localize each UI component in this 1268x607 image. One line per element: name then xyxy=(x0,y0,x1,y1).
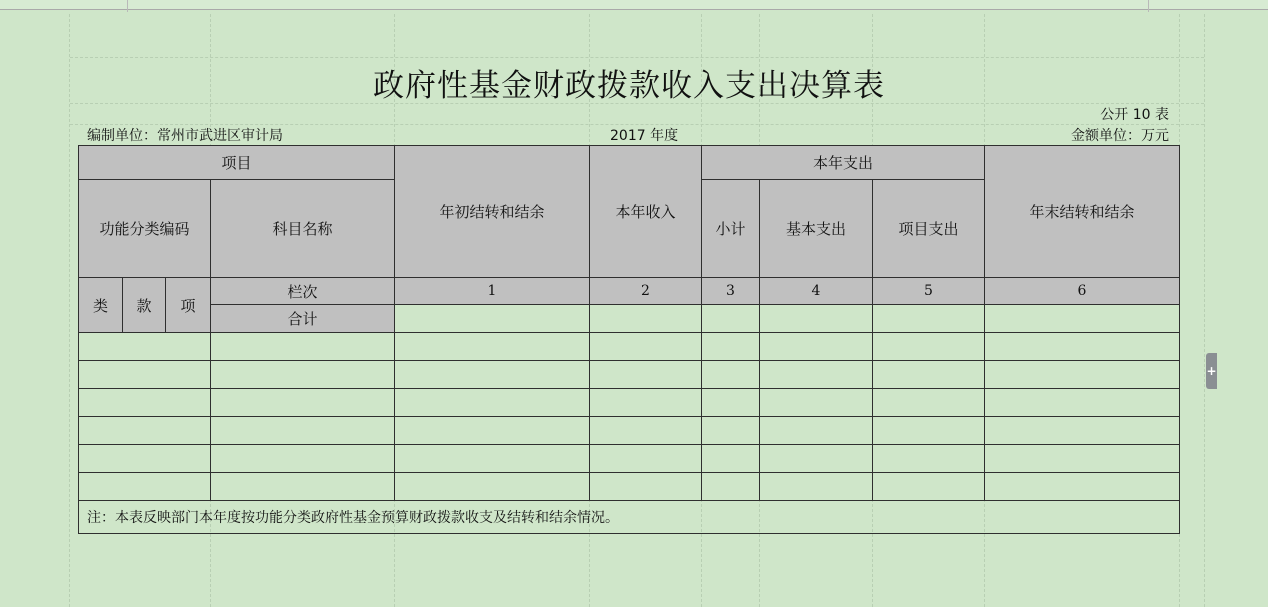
budget-table xyxy=(78,145,1180,534)
table-cell[interactable] xyxy=(590,333,702,361)
table-cell[interactable] xyxy=(760,445,873,473)
table-cell[interactable] xyxy=(760,361,873,389)
table-cell[interactable] xyxy=(211,473,395,501)
table-cell[interactable] xyxy=(985,389,1180,417)
table-cell[interactable] xyxy=(211,389,395,417)
table-cell[interactable] xyxy=(985,305,1180,333)
table-cell[interactable] xyxy=(985,333,1180,361)
table-cell[interactable] xyxy=(873,333,985,361)
table-cell[interactable] xyxy=(985,417,1180,445)
table-cell[interactable] xyxy=(211,417,395,445)
table-row xyxy=(79,361,1180,389)
sheet-top-strip xyxy=(0,0,1268,10)
header-cat-kuan[interactable]: 款 xyxy=(123,278,166,333)
table-cell[interactable] xyxy=(873,445,985,473)
table-row xyxy=(79,333,1180,361)
table-cell[interactable] xyxy=(760,389,873,417)
table-cell[interactable] xyxy=(985,473,1180,501)
table-cell[interactable] xyxy=(985,361,1180,389)
page-title: 政府性基金财政拨款收入支出决算表 xyxy=(373,68,885,104)
table-cell[interactable] xyxy=(395,305,590,333)
table-number: 公开 10 表 xyxy=(1100,107,1169,123)
table-cell[interactable] xyxy=(79,417,211,445)
table-cell[interactable] xyxy=(590,305,702,333)
table-cell[interactable] xyxy=(702,445,760,473)
column-number-2[interactable]: 2 xyxy=(590,278,702,305)
header-begin-balance[interactable]: 年初结转和结余 xyxy=(395,146,590,278)
header-project-expense[interactable]: 项目支出 xyxy=(873,180,985,278)
sheet-gridline xyxy=(1204,14,1205,607)
table-cell[interactable] xyxy=(760,417,873,445)
table-cell[interactable] xyxy=(211,361,395,389)
table-cell[interactable] xyxy=(79,333,211,361)
table-cell[interactable] xyxy=(873,305,985,333)
table-cell[interactable] xyxy=(702,473,760,501)
table-cell[interactable] xyxy=(760,473,873,501)
table-row xyxy=(79,417,1180,445)
table-note[interactable]: 注：本表反映部门本年度按功能分类政府性基金预算财政拨款收支及结转和结余情况。 xyxy=(79,501,1180,534)
table-cell[interactable] xyxy=(873,361,985,389)
table-cell[interactable] xyxy=(79,473,211,501)
table-cell[interactable] xyxy=(395,473,590,501)
table-cell[interactable] xyxy=(985,445,1180,473)
table-cell[interactable] xyxy=(590,361,702,389)
header-basic-expense[interactable]: 基本支出 xyxy=(760,180,873,278)
table-row xyxy=(79,389,1180,417)
header-column-no[interactable]: 栏次 xyxy=(211,278,395,305)
table-row xyxy=(79,473,1180,501)
column-number-3[interactable]: 3 xyxy=(702,278,760,305)
table-cell[interactable] xyxy=(211,333,395,361)
column-number-6[interactable]: 6 xyxy=(985,278,1180,305)
table-cell[interactable] xyxy=(395,333,590,361)
table-cell[interactable] xyxy=(760,333,873,361)
column-number-4[interactable]: 4 xyxy=(760,278,873,305)
header-expense-group[interactable]: 本年支出 xyxy=(702,146,985,180)
expand-sheet-icon[interactable]: + xyxy=(1206,353,1217,389)
table-cell[interactable] xyxy=(702,305,760,333)
sheet-gridline xyxy=(70,57,1204,58)
table-cell[interactable] xyxy=(590,389,702,417)
table-cell[interactable] xyxy=(702,417,760,445)
table-cell[interactable] xyxy=(211,445,395,473)
table-cell[interactable] xyxy=(590,473,702,501)
table-cell[interactable] xyxy=(79,361,211,389)
year-label: 2017 年度 xyxy=(610,128,679,144)
header-subtotal[interactable]: 小计 xyxy=(702,180,760,278)
table-cell[interactable] xyxy=(590,445,702,473)
table-cell[interactable] xyxy=(395,361,590,389)
table-cell[interactable] xyxy=(702,389,760,417)
column-number-1[interactable]: 1 xyxy=(395,278,590,305)
table-cell[interactable] xyxy=(590,417,702,445)
header-cat-xiang[interactable]: 项 xyxy=(166,278,211,333)
table-row xyxy=(79,445,1180,473)
table-cell[interactable] xyxy=(395,389,590,417)
table-cell[interactable] xyxy=(79,445,211,473)
table-cell[interactable] xyxy=(873,473,985,501)
table-cell[interactable] xyxy=(79,389,211,417)
header-end-balance[interactable]: 年末结转和结余 xyxy=(985,146,1180,278)
header-income[interactable]: 本年收入 xyxy=(590,146,702,278)
unit-label: 金额单位：万元 xyxy=(1071,128,1169,144)
header-subject-name[interactable]: 科目名称 xyxy=(211,180,395,278)
table-cell[interactable] xyxy=(873,417,985,445)
header-func-code[interactable]: 功能分类编码 xyxy=(79,180,211,278)
org-label: 编制单位：常州市武进区审计局 xyxy=(87,128,283,144)
header-project[interactable]: 项目 xyxy=(79,146,395,180)
header-total[interactable]: 合计 xyxy=(211,305,395,333)
table-cell[interactable] xyxy=(702,361,760,389)
table-cell[interactable] xyxy=(702,333,760,361)
table-cell[interactable] xyxy=(395,445,590,473)
table-cell[interactable] xyxy=(395,417,590,445)
column-number-5[interactable]: 5 xyxy=(873,278,985,305)
table-cell[interactable] xyxy=(760,305,873,333)
header-cat-lei[interactable]: 类 xyxy=(79,278,123,333)
table-cell[interactable] xyxy=(873,389,985,417)
